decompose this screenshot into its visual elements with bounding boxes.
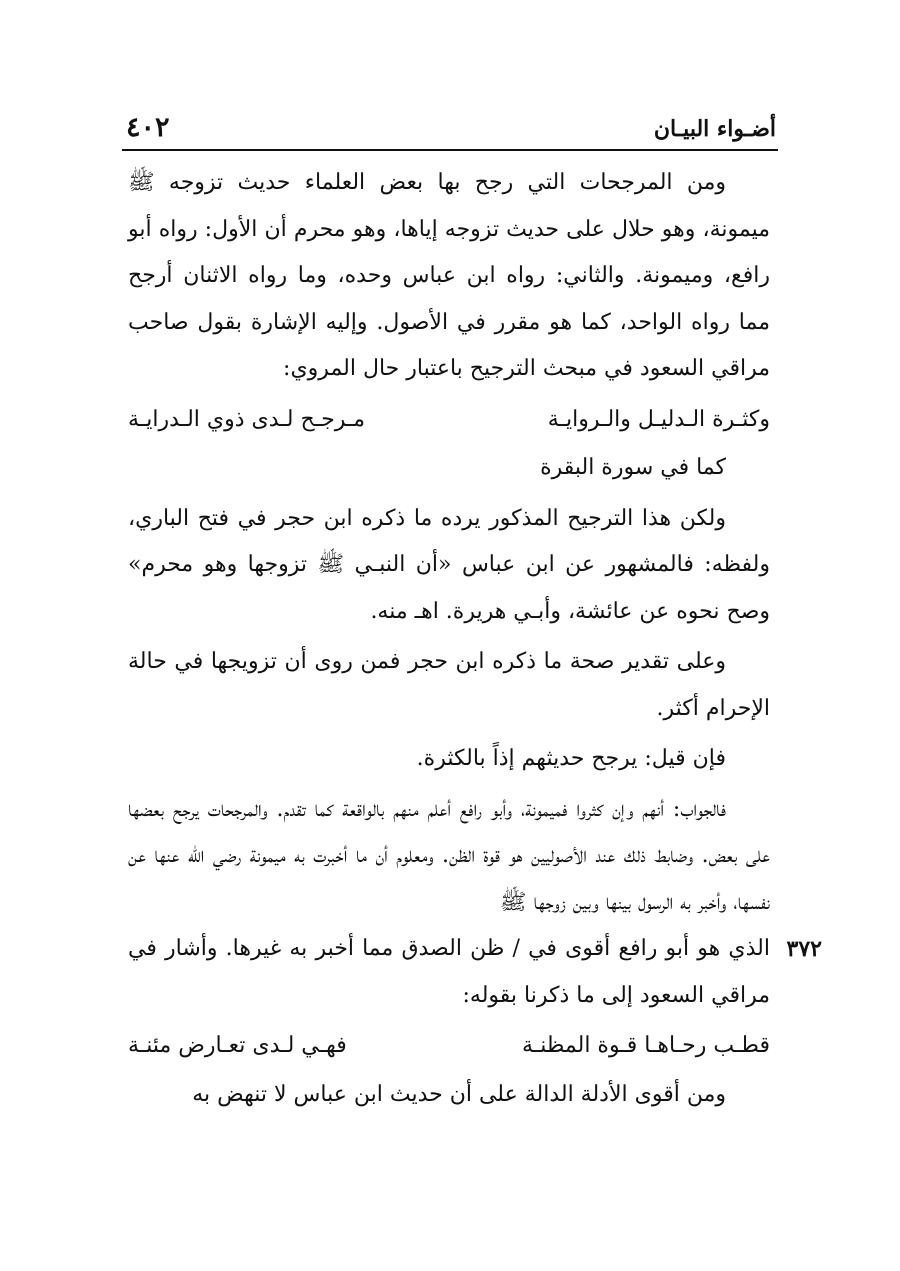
paragraph-6b-wrapper <box>128 926 822 1019</box>
paragraph-2: كما في سورة البقرة <box>540 455 726 480</box>
book-title: أضـواء البيـان <box>653 116 776 142</box>
poem-2-first-hemistich: قطـب رحـاهـا قـوة المظنـة <box>521 1033 770 1058</box>
poem-1-first-hemistich: وكثـرة الـدليـل والـروايـة <box>547 406 770 432</box>
page-header <box>122 108 778 148</box>
poem-verse-2 <box>128 1023 770 1070</box>
paragraph-3: ولكن هذا الترجيح المذكور يرده ما ذكره ابن حجر في فتح الباري، ولفظه: فالمشهور عن ابن عباس «أن النبـي ﷺ تزوجها وهو محرم» وصح نحوه عن عائشة، وأبـي هريرة. اهـ منه. <box>128 505 770 624</box>
paragraph-6b: الذي هو أبو رافع أقوى في / ظن الصدق مما أخبر به غيرها. وأشار في مراقي السعود إلى ما ذكرنا بقوله: <box>128 936 770 1008</box>
poem-1-second-hemistich: مـرجـح لـدى ذوي الـدرايـة <box>128 406 366 432</box>
page-number: ٤٠٢ <box>126 112 170 143</box>
paragraph-6a: فالجواب: أنهم وإن كثروا فميمونة، وأبو رافع أعلم منهم بالواقعة كما تقدم. والمرجحات يرجح بعضها على بعض. وضابط ذلك عند الأصوليين هو قوة الظن. ومعلوم أن ما أخبرت به ميمونة رضي الله عنها عن نفسها، وأخبر به الرسول بينها وبين زوجها ﷺ <box>128 796 770 915</box>
poem-2-second-hemistich: فهـي لـدى تعـارض مئنـة <box>128 1033 347 1058</box>
header-rule <box>122 149 778 151</box>
paragraph-7: ومن أقوى الأدلة الدالة على أن حديث ابن عباس لا تنهض به <box>192 1081 726 1107</box>
paragraph-1: ومن المرجحات التي رجح بها بعض العلماء حديث تزوجه ﷺ ميمونة، وهو حلال على حديث تزوجه إياها، وهو محرم أن الأول: رواه أبو رافع، وميمونة. والثاني: رواه ابن عباس وحده، وما رواه الاثنان أرجح مما رواه الواحد، كما هو مقرر في الأصول. وإليه الإشارة بقول صاحب مراقي السعود في مبحث الترجيح باعتبار حال المروي: <box>128 170 770 381</box>
paragraph-4: وعلى تقدير صحة ما ذكره ابن حجر فمن روى أن تزويجها في حالة الإحرام أكثر. <box>128 649 770 721</box>
margin-page-reference: ٣٧٢ <box>786 936 822 962</box>
page-body <box>128 160 822 1118</box>
paragraph-5: فإن قيل: يرجح حديثهم إذاً بالكثرة. <box>416 746 726 771</box>
poem-verse-1 <box>128 397 770 444</box>
